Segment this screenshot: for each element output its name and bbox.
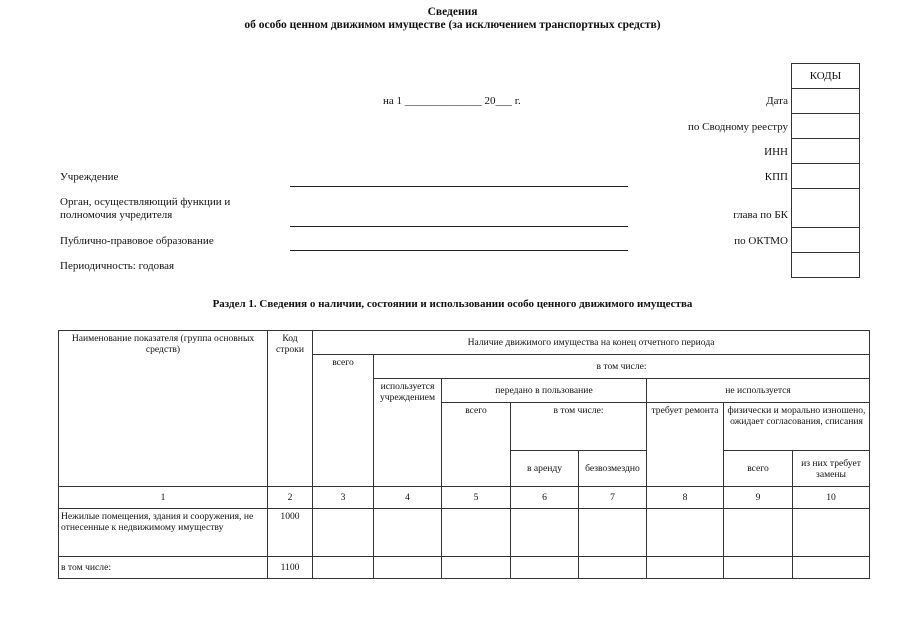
data-cell[interactable] xyxy=(511,557,579,579)
code-kpp-cell[interactable] xyxy=(792,164,860,189)
data-cell[interactable] xyxy=(374,509,442,557)
code-periodicity-cell[interactable] xyxy=(792,253,860,278)
header-presence: Наличие движимого имущества на конец отчетного периода xyxy=(313,331,870,355)
column-number: 7 xyxy=(579,487,647,509)
column-number: 6 xyxy=(511,487,579,509)
document-title: Сведения xyxy=(427,6,478,18)
assets-table xyxy=(58,330,870,579)
table-row xyxy=(59,509,870,557)
code-label-oktmo: по ОКТМО xyxy=(734,235,788,247)
header-repair: требует ремонта xyxy=(647,403,724,487)
column-number: 2 xyxy=(268,487,313,509)
data-cell[interactable] xyxy=(313,509,374,557)
code-label-date: Дата xyxy=(766,95,788,107)
header-used: используется учреждением xyxy=(374,379,442,487)
data-cell[interactable] xyxy=(313,557,374,579)
data-cell[interactable] xyxy=(374,557,442,579)
header-unused: не используется xyxy=(647,379,870,403)
header-total: всего xyxy=(313,355,374,487)
founder-field[interactable] xyxy=(290,226,628,227)
data-cell[interactable] xyxy=(724,509,793,557)
founder-label-line1: Орган, осуществляющий функции и xyxy=(60,196,231,208)
header-worn: физически и морально изношено, ожидает согласования, списания xyxy=(724,403,870,451)
column-number: 4 xyxy=(374,487,442,509)
data-cell[interactable] xyxy=(724,557,793,579)
row-name: в том числе: xyxy=(59,557,268,579)
header-worn-total: всего xyxy=(724,451,793,487)
public-entity-label: Публично-правовое образование xyxy=(60,235,214,247)
row-code: 1000 xyxy=(268,509,313,557)
code-bk-cell[interactable] xyxy=(792,189,860,228)
code-oktmo-cell[interactable] xyxy=(792,228,860,253)
code-label-registry: по Сводному реестру xyxy=(688,121,788,133)
header-transferred-total: всего xyxy=(442,403,511,487)
institution-field[interactable] xyxy=(290,186,628,187)
row-name: Нежилые помещения, здания и сооружения, не отнесенные к недвижимому имуществу xyxy=(59,509,268,557)
row-code: 1100 xyxy=(268,557,313,579)
header-name: Наименование показателя (группа основных средств) xyxy=(59,331,268,487)
code-inn-cell[interactable] xyxy=(792,139,860,164)
code-label-inn: ИНН xyxy=(764,146,788,158)
code-label-bk: глава по БК xyxy=(733,209,788,221)
data-cell[interactable] xyxy=(579,509,647,557)
header-transferred-including: в том числе: xyxy=(511,403,647,451)
table-row xyxy=(59,557,870,579)
code-label-kpp: КПП xyxy=(764,171,788,183)
codes-table xyxy=(791,63,860,278)
column-number: 3 xyxy=(313,487,374,509)
column-number: 9 xyxy=(724,487,793,509)
data-cell[interactable] xyxy=(647,557,724,579)
column-number: 10 xyxy=(793,487,870,509)
data-cell[interactable] xyxy=(793,557,870,579)
data-cell[interactable] xyxy=(579,557,647,579)
column-number: 1 xyxy=(59,487,268,509)
data-cell[interactable] xyxy=(647,509,724,557)
institution-label: Учреждение xyxy=(60,171,119,183)
data-cell[interactable] xyxy=(511,509,579,557)
report-date-line: на 1 ______________ 20___ г. xyxy=(383,95,521,107)
code-registry-cell[interactable] xyxy=(792,114,860,139)
column-number: 8 xyxy=(647,487,724,509)
header-code: Код строки xyxy=(268,331,313,487)
section-title: Раздел 1. Сведения о наличии, состоянии и использовании особо ценного движимого имущества xyxy=(212,298,693,310)
data-cell[interactable] xyxy=(793,509,870,557)
periodicity-label: Периодичность: годовая xyxy=(60,260,175,272)
header-rent: в аренду xyxy=(511,451,579,487)
header-including: в том числе: xyxy=(374,355,870,379)
document-subtitle: об особо ценном движимом имуществе (за исключением транспортных средств) xyxy=(244,19,661,31)
data-cell[interactable] xyxy=(442,557,511,579)
header-worn-replace: из них требует замены xyxy=(793,451,870,487)
code-date-cell[interactable] xyxy=(792,89,860,114)
header-transferred: передано в пользование xyxy=(442,379,647,403)
data-cell[interactable] xyxy=(442,509,511,557)
founder-label-line2: полномочия учредителя xyxy=(60,209,173,221)
header-free: безвозмездно xyxy=(579,451,647,487)
column-number: 5 xyxy=(442,487,511,509)
public-entity-field[interactable] xyxy=(290,250,628,251)
codes-header: КОДЫ xyxy=(792,64,860,89)
